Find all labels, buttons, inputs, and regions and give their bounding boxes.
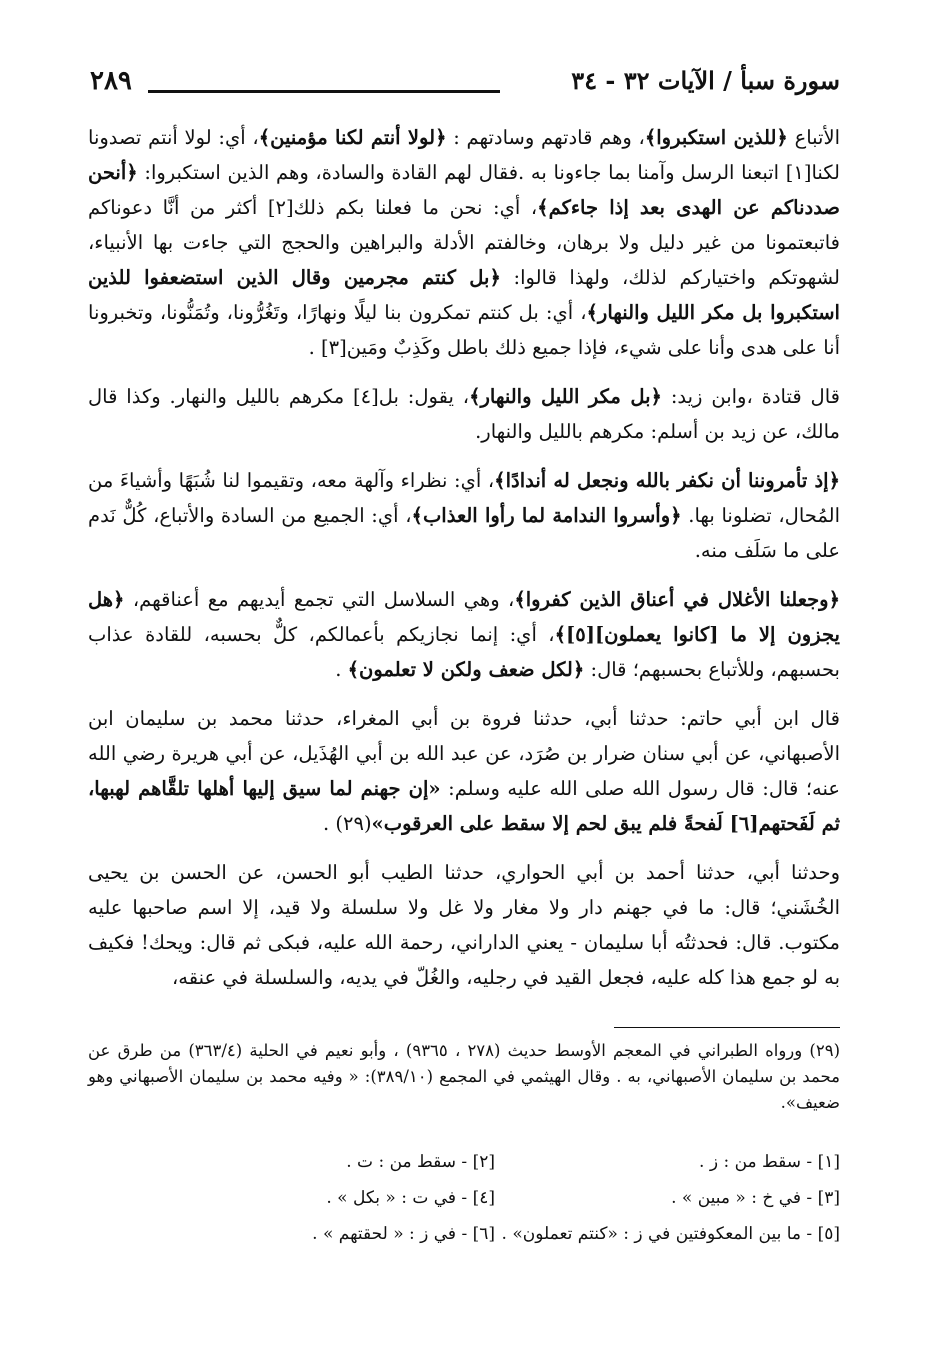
text-span: ، يقول: بل[٤] مكرهم بالليل والنهار. وكذا قال مالك، عن زيد بن أسلم: مكرهم بالليل والنهار. [88, 385, 840, 443]
paragraph-3 [88, 463, 840, 568]
text-span: قال قتادة ،وابن زيد: [661, 385, 840, 408]
hadith-quote: «إن جهنم لما سيق إليها أهلها تلقَّاهم لهبها، ثم لَفَحتهم[٦] لَفحةً فلم يبق لحم إلا سقط على العرقوب» [88, 777, 840, 835]
paragraph-4 [88, 582, 840, 687]
page-number: ٢٨٩ [90, 66, 132, 96]
quran-quote: ﴿لولا أنتم لكنا مؤمنين﴾ [258, 126, 447, 149]
variant-note: [٢] - سقط من : ت . [346, 1152, 495, 1172]
paragraph-2 [88, 379, 840, 449]
variant-note: [٦] - في ز : « لحقتهم » . [312, 1224, 495, 1244]
text-span: (٢٩) . [322, 812, 372, 835]
quran-quote: ﴿لكل ضعف ولكن لا تعلمون﴾ [347, 658, 585, 681]
main-text [88, 120, 840, 995]
text-span: ، أي: بل كنتم تمكرون بنا ليلًا ونهارًا، وتَغُرُّونا، وتُمَنُّونا، وتخبرونا أنا على هدى وأنا على شيء، فإذا جميع ذلك باطل وكَذِبٌ ومَين[٣] . [88, 301, 840, 359]
text-span: الأتباع [787, 126, 840, 149]
paragraph-6 [88, 855, 840, 995]
variant-note: [٤] - في ت : « بكل » . [326, 1188, 495, 1208]
text-span: ، وهم قادتهم وسادتهم : [446, 126, 645, 149]
footnote-rule [614, 1027, 840, 1028]
text-span: ، أي: الجميع من السادة والأتباع، كُلٌّ نَدم على ما سَلَف منه. [88, 504, 840, 562]
text-span: . [335, 658, 348, 681]
text-span: قال ابن أبي حاتم: حدثنا أبي، حدثنا فروة بن أبي المغراء، حدثنا محمد بن سليمان ابن الأصبهاني، عن أبي سنان ضرار بن صُرَد، عن عبد الله بن أبي الهُذَيل، عن أبي هريرة رضي الله عنه؛ قال: قال رسول الله صلى الله عليه وسلم: [88, 707, 840, 800]
text-span: ، أي: نحن ما فعلنا بكم ذلك[٢] أكثر من أنَّا دعوناكم فاتبعتمونا من غير دليل ولا برهان، وخالفتم الأدلة والبراهين والحجج التي جاءت بها الأنبياء، لشهوتكم واختياركم لذلك، ولهذا قالوا: [88, 196, 840, 289]
text-span: ، أي: إنما نجازيكم بأعمالكم، كلٌّ بحسبه، للقادة عذاب بحسبهم، وللأتباع بحسبهم؛ قال: [88, 623, 840, 681]
text-span: وحدثنا أبي، حدثنا أحمد بن أبي الحواري، حدثنا الطيب أبو الحسن، عن الحسن بن يحيى الخُشَني؛ قال: ما في جهنم دار ولا مغار ولا غل ولا سلسلة ولا قيد، إلا اسم صاحبها عليه مكتوب. قال: فحدثتُه أبا سليمان - يعني الداراني، رحمة الله عليه، فبكى ثم قال: ويحك! فكيف به لو جمع هذا كله عليه، فجعل القيد في رجليه، والغُلّ في يديه، والسلسلة في عنقه، [88, 861, 840, 989]
variant-note: [١] - سقط من : ز . [699, 1152, 840, 1172]
text-span: ، وهي السلاسل التي تجمع أيديهم مع أعناقهم، [124, 588, 515, 611]
quran-quote: ﴿بل كنتم مجرمين وقال الذين استضعفوا للذين استكبروا بل مكر الليل والنهار﴾ [88, 266, 840, 324]
quran-quote: ﴿للذين استكبروا﴾ [644, 126, 788, 149]
footnote-29: (٢٩) ورواه الطبراني في المعجم الأوسط حديث (٢٧٨ ، ٩٣٦٥) ، وأبو نعيم في الحلية (٣٦٣/٤) من طرق عن محمد بن سليمان الأصبهاني، به . وقال الهيثمي في المجمع (٣٨٩/١٠): « وفيه محمد بن سليمان الأصبهاني وهو ضعيف». [88, 1041, 840, 1112]
text-span: ، أي: لولا أنتم تصدونا لكنا[١] اتبعنا الرسل وآمنا بما جاءونا به .فقال لهم القادة والسادة، وهم الذين استكبروا: [88, 126, 840, 184]
paragraph-1 [88, 120, 840, 365]
paragraph-5 [88, 701, 840, 841]
header-rule [148, 90, 500, 93]
quran-quote: ﴿بل مكر الليل والنهار﴾ [469, 385, 662, 408]
quran-quote: ﴿إذ تأمروننا أن نكفر بالله ونجعل له أندادًا﴾ [494, 469, 840, 492]
variant-note: [٥] - ما بين المعكوفتين في ز : «كنتم تعملون» . [501, 1224, 840, 1244]
running-title: سورة سبأ / الآيات ٣٢ - ٣٤ [571, 66, 840, 95]
text-span: ، أي: نظراء وآلهة معه، وتقيموا لنا شُبَهًا وأشياءَ من المُحال، تضلونا بها. [88, 469, 840, 527]
quran-quote: ﴿وجعلنا الأغلال في أعناق الذين كفروا﴾ [514, 588, 840, 611]
variant-note: [٣] - في خ : « مبين » . [671, 1188, 840, 1208]
quran-quote: ﴿أنحن صددناكم عن الهدى بعد إذا جاءكم﴾ [88, 161, 840, 219]
variant-notes [150, 1148, 840, 1248]
quran-quote: ﴿هل يجزون إلا ما [كانوا يعملون][٥]﴾ [88, 588, 840, 646]
quran-quote: ﴿وأسروا الندامة لما رأوا العذاب﴾ [411, 504, 682, 527]
